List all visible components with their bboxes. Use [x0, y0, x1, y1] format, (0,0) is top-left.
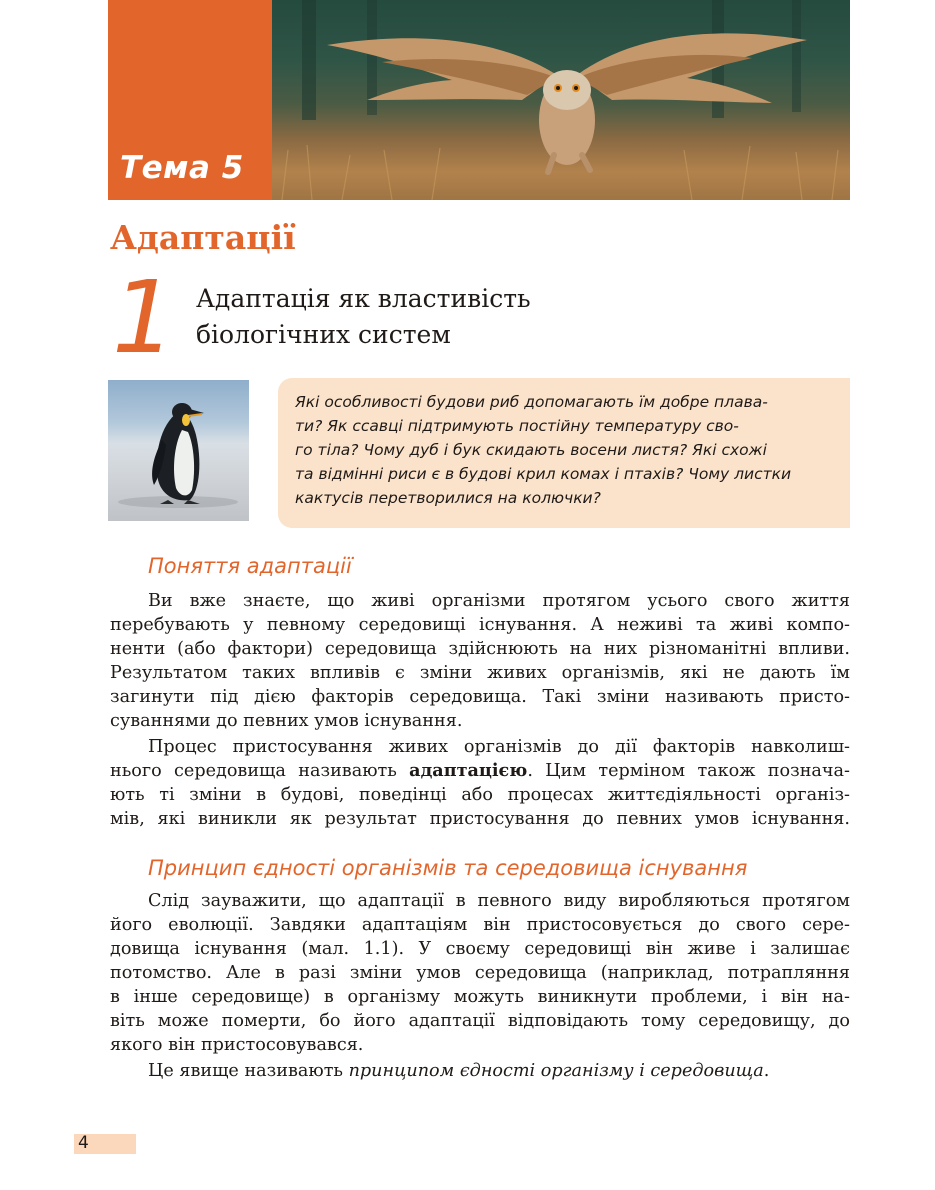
text-segment: . Цим терміном також познача-	[527, 761, 850, 781]
paragraph-line	[148, 1059, 850, 1083]
paragraph-line: загинути під дією факторів середовища. Такі зміни називають присто-	[110, 687, 850, 707]
question-line-3: го тіла? Чому дуб і бук скидають восени листя? Які схожі	[295, 441, 767, 459]
paragraph-line: Процес пристосування живих організмів до дії факторів навколиш-	[148, 737, 850, 757]
paragraph-line: Результатом таких впливів є зміни живих організмів, які не дають їм	[110, 663, 850, 683]
paragraph-line	[110, 759, 850, 783]
term-unity-principle: принципом єдності організму і середовища	[348, 1061, 764, 1081]
paragraph-line: суваннями до певних умов існування.	[110, 711, 463, 731]
section-heading-unity-principle: Принцип єдності організмів та середовища існування	[148, 856, 748, 880]
paragraph-line: ненти (або фактори) середовища здійснюють на них різноманітні впливи.	[110, 639, 850, 659]
paragraph-line: Ви вже знаєте, що живі організми протягом усього свого життя	[148, 591, 850, 611]
page-number: 4	[78, 1133, 89, 1153]
question-line-1: Які особливості будови риб допомагають їм добре плава-	[295, 393, 768, 411]
question-line-5: кактусів перетворилися на колючки?	[295, 489, 601, 507]
question-line-2: ти? Як ссавці підтримують постійну температуру сво-	[295, 417, 739, 435]
penguin-photo	[108, 380, 249, 521]
paragraph-line: якого він пристосовувався.	[110, 1035, 364, 1055]
topic-label: Тема 5	[120, 150, 244, 186]
unit-title: Адаптації	[110, 218, 296, 257]
paragraph-line: потомство. Але в разі зміни умов середовища (наприклад, потрапляння	[110, 963, 850, 983]
paragraph-line: довища існування (мал. 1.1). У своєму середовищі він живе і залишає	[110, 939, 850, 959]
section-heading-adaptation-concept: Поняття адаптації	[148, 554, 352, 578]
paragraph-line: Слід зауважити, що адаптації в певного виду виробляються протягом	[148, 891, 850, 911]
question-line-4: та відмінні риси є в будові крил комах і птахів? Чому листки	[295, 465, 792, 483]
term-adaptation: адаптацією	[409, 760, 528, 781]
paragraph-line: в інше середовище) в організму можуть виникнути проблеми, і він на-	[110, 987, 850, 1007]
text-segment: Це явище називають	[148, 1061, 349, 1081]
owl-photo	[272, 0, 850, 200]
lesson-number: 1	[112, 259, 176, 376]
text-segment: .	[763, 1061, 770, 1081]
paragraph-line: перебувають у певному середовищі існування. А неживі та живі компо-	[110, 615, 850, 635]
text-segment: нього середовища називають	[110, 761, 410, 781]
lesson-title-line-2: біологічних систем	[196, 320, 451, 349]
paragraph-line: його еволюції. Завдяки адаптаціям він пристосовується до свого сере-	[110, 915, 850, 935]
paragraph-line: віть може померти, бо його адаптації відповідають тому середовищу, до	[110, 1011, 850, 1031]
paragraph-line: мів, які виникли як результат пристосування до певних умов існування.	[110, 809, 850, 829]
paragraph-line: ють ті зміни в будові, поведінці або процесах життєдіяльності організ-	[110, 785, 850, 805]
lesson-title-line-1: Адаптація як властивість	[196, 284, 531, 313]
